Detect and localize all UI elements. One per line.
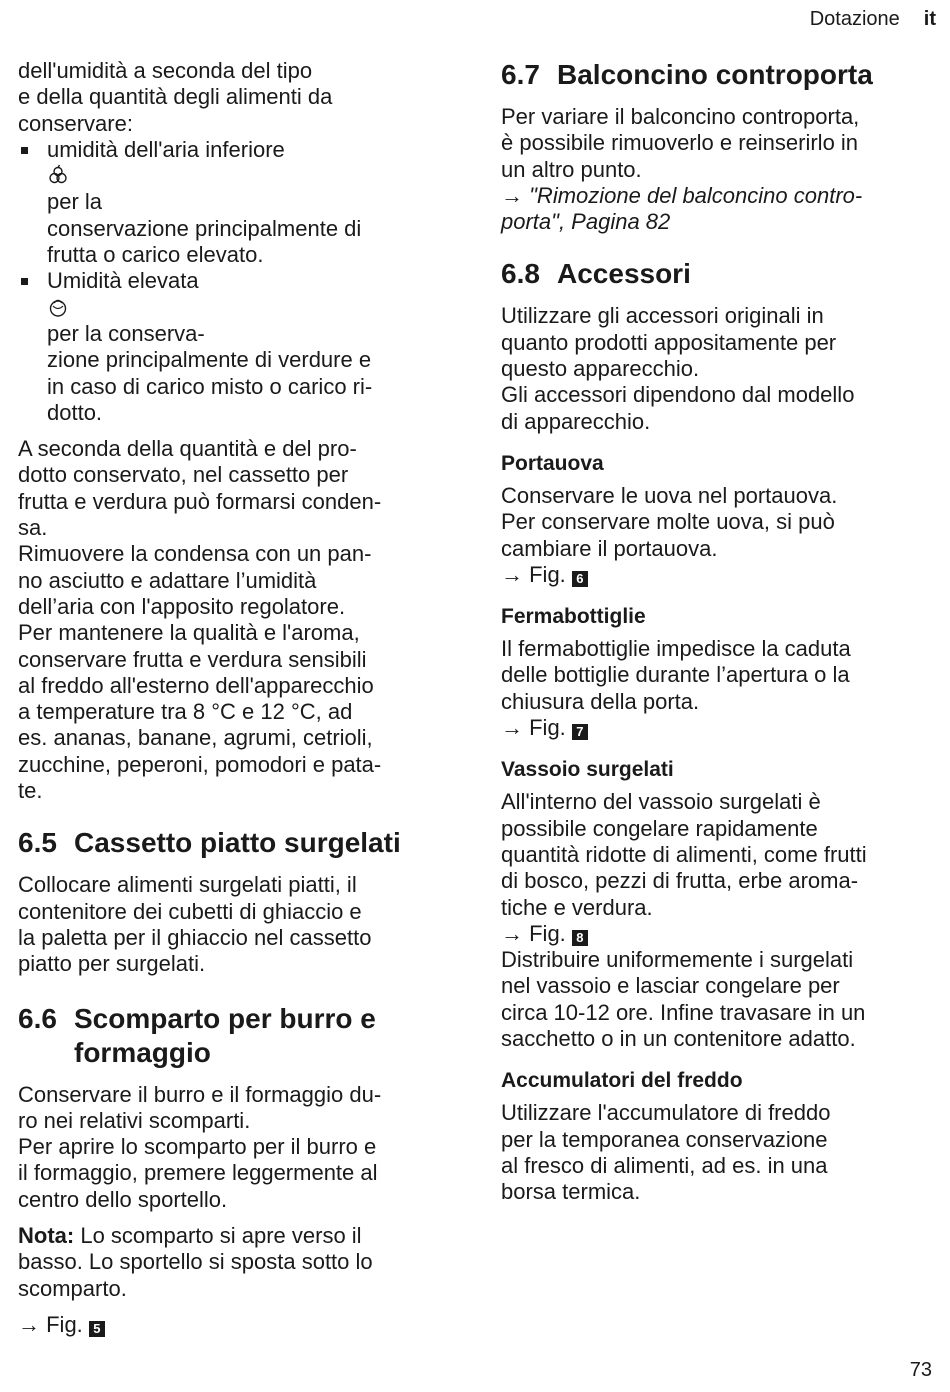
section-6-5-text: Collocare alimenti surgelati piatti, il contenitore dei cubetti di ghiaccio e la paletta per il ghiaccio nel cassetto piatto per surgelati.: [18, 872, 372, 977]
condensation-text: A seconda della quantità e del pro- dotto conservato, nel cassetto per frutta e verdura può formarsi conden- sa. Rimuovere la condensa con un pan- no asciutto e adattare l’umidità dell’aria con l'apposito regolatore. Per mantenere la qualità e l'aroma, conservare frutta e verdura sensibili al freddo all'esterno dell'apparecchio a temperature tra 8 °C e 12 °C, ad es. ananas, banane, agrumi, cetrioli, zucchine, peperoni, pomodori e pata- te.: [18, 436, 382, 804]
figure-reference[interactable]: [501, 921, 941, 947]
subheading-portauova: Portauova: [501, 451, 604, 475]
section-title: Balconcino controporta: [557, 59, 873, 90]
fig-prefix: → Fig.: [18, 1311, 83, 1337]
note-text: Lo scomparto si apre verso il basso. Lo sportello si sposta sotto lo scomparto.: [18, 1222, 373, 1301]
bullet2-text-a: Umidità elevata: [47, 268, 199, 294]
right-column: [501, 58, 941, 1206]
list-item: [18, 268, 458, 426]
accumulatori-text: Utilizzare l'accumulatore di freddo per la temporanea conservazione al fresco di alimenti, ad es. in una borsa termica.: [501, 1100, 831, 1205]
figure-reference[interactable]: [501, 715, 941, 741]
vegetable-icon: [47, 296, 69, 318]
section-title: Accessori: [557, 258, 691, 290]
section-6-8-text: Utilizzare gli accessori originali in quanto prodotti appositamente per questo apparecchio. Gli accessori dipendono dal modello di apparecchio.: [501, 303, 855, 434]
figure-number-badge: 7: [572, 724, 588, 740]
section-title: Cassetto piatto surgelati: [74, 827, 401, 859]
fruit-icon: [47, 164, 69, 186]
section-number: 6.7: [501, 59, 540, 90]
vassoio-text: All'interno del vassoio surgelati è possibile congelare rapidamente quantità ridotte di alimenti, come frutti di bosco, pezzi di frutta, erbe aroma- tiche e verdura.: [501, 789, 867, 920]
fig-prefix: → Fig.: [501, 715, 566, 741]
figure-number-badge: 8: [572, 930, 588, 946]
section-6-6-text: Conservare il burro e il formaggio du- ro nei relativi scomparti. Per aprire lo scomparto per il burro e il formaggio, premere leggermente al centro dello sportello.: [18, 1081, 382, 1212]
section-title: Scomparto per burro e formaggio: [74, 1002, 376, 1068]
bullet1-text-b: per la conservazione principalmente di frutta o carico elevato.: [47, 189, 362, 268]
page-header: [810, 8, 936, 31]
figure-number-badge: 5: [89, 1321, 105, 1337]
section-number: 6.6: [18, 1002, 57, 1034]
section-number: 6.8: [501, 258, 540, 290]
humidity-list: [18, 137, 458, 426]
note-paragraph: [18, 1223, 458, 1302]
portauova-text: Conservare le uova nel portauova. Per conservare molte uova, si può cambiare il portauova.: [501, 482, 838, 561]
link-arrow: →: [501, 182, 530, 208]
vassoio-text-2: Distribuire uniformemente i surgelati nel vassoio e lasciar congelare per circa 10-12 ore. Infine travasare in un sacchetto o in un contenitore adatto.: [501, 947, 866, 1052]
section-heading-6-8: [501, 257, 941, 291]
intro-text: dell'umidità a seconda del tipo e della quantità degli alimenti da conservare:: [18, 58, 333, 136]
link-text[interactable]: "Rimozione del balconcino contro- porta", Pagina 82: [501, 182, 863, 235]
figure-reference[interactable]: [501, 562, 941, 588]
cross-reference-link[interactable]: [501, 183, 941, 236]
bullet1-text-a: umidità dell'aria inferiore: [47, 136, 285, 162]
fig-prefix: → Fig.: [501, 920, 566, 946]
note-label: Nota:: [18, 1222, 75, 1248]
subheading-fermabottiglie: Fermabottiglie: [501, 605, 646, 629]
subheading-vassoio: Vassoio surgelati: [501, 758, 674, 782]
left-column: [18, 58, 458, 1338]
section-number: 6.5: [18, 827, 57, 859]
list-item: [18, 137, 458, 268]
section-6-7-text: Per variare il balconcino controporta, è possibile rimuoverlo e reinserirlo in un altro punto.: [501, 104, 860, 182]
section-heading-6-7: [501, 58, 941, 92]
bullet-icon: [21, 147, 28, 154]
header-lang: it: [923, 8, 936, 30]
figure-reference[interactable]: [18, 1312, 458, 1338]
bullet2-text-b: per la conserva- zione principalmente di verdure e in caso di carico misto o carico ri- dotto.: [47, 320, 373, 425]
section-heading-6-6: [18, 1002, 458, 1070]
page-number: 73: [909, 1359, 932, 1381]
bullet-icon: [21, 278, 28, 285]
figure-number-badge: 6: [572, 571, 588, 587]
section-heading-6-5: [18, 826, 458, 860]
fermabottiglie-text: Il fermabottiglie impedisce la caduta delle bottiglie durante l’apertura o la chiusura della porta.: [501, 636, 851, 714]
header-section: Dotazione: [809, 8, 900, 30]
subheading-accumulatori: Accumulatori del freddo: [501, 1069, 743, 1093]
fig-prefix: → Fig.: [501, 561, 566, 587]
